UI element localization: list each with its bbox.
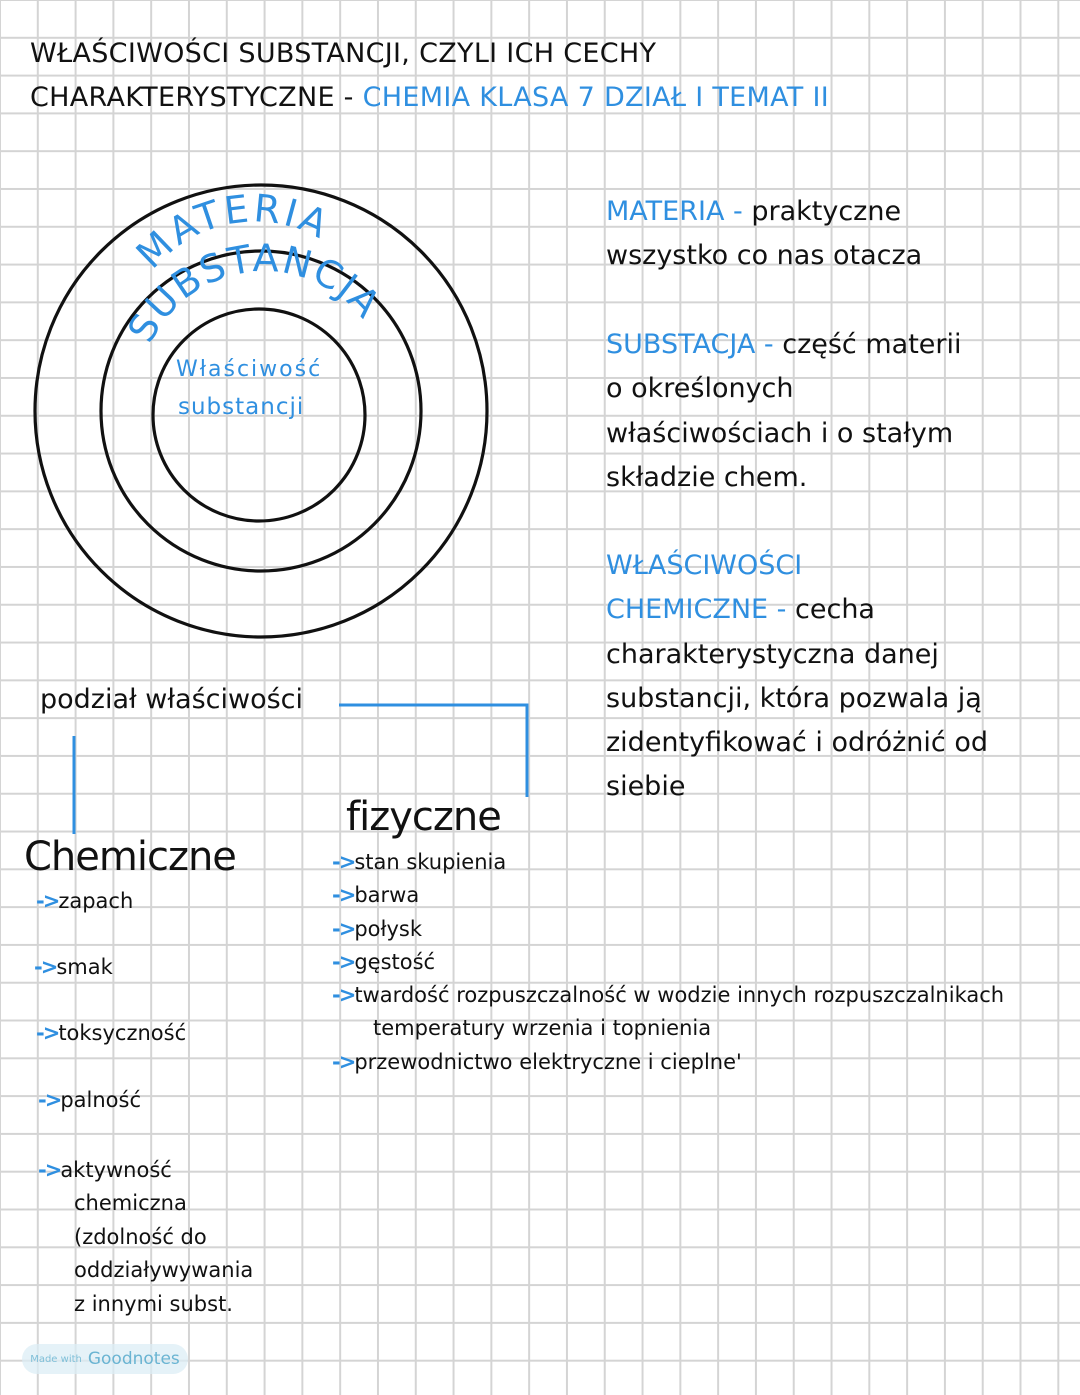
definition-text: cecha bbox=[795, 594, 875, 626]
inner-label-line-1: Właściwość bbox=[176, 357, 323, 382]
arrow-icon: -> bbox=[332, 1049, 355, 1074]
term-materia: MATERIA bbox=[606, 196, 725, 227]
item-text: palność bbox=[60, 1088, 141, 1112]
arrow-icon: -> bbox=[38, 1088, 61, 1112]
badge-made-with: Made with bbox=[30, 1353, 82, 1365]
definition-text: część materii bbox=[782, 329, 962, 360]
item-text: (zdolność do bbox=[74, 1224, 207, 1249]
definition-wlasciwosci-chemiczne bbox=[606, 544, 1066, 810]
badge-brand: Goodnotes bbox=[87, 1349, 180, 1369]
physical-list bbox=[332, 846, 1004, 1079]
arrow-icon: -> bbox=[332, 883, 355, 908]
item-text: aktywność bbox=[60, 1158, 172, 1182]
chemical-item-activity bbox=[38, 1154, 253, 1321]
arrow-icon: -> bbox=[34, 955, 57, 979]
page-title-line-1: WŁAŚCIWOŚCI SUBSTANCJI, CZYLI ICH CECHY bbox=[30, 38, 657, 69]
physical-item bbox=[332, 879, 1004, 912]
title-charakterystyczne: CHARAKTERYSTYCZNE - bbox=[30, 82, 363, 113]
definition-text: składzie chem. bbox=[606, 461, 808, 493]
definition-text: charakterystyczna danej bbox=[606, 638, 939, 670]
physical-item bbox=[332, 913, 1004, 946]
definition-text: zidentyfikować i odróżnić od bbox=[606, 727, 988, 759]
arrow-icon: -> bbox=[332, 949, 355, 974]
chemical-item bbox=[34, 955, 113, 979]
physical-item bbox=[332, 946, 1004, 979]
definition-substancja bbox=[606, 323, 1066, 500]
term-wlasciwosci: WŁAŚCIWOŚCI bbox=[606, 550, 803, 581]
chemical-heading: Chemiczne bbox=[24, 834, 236, 880]
arrow-icon: -> bbox=[332, 850, 355, 874]
inner-label-line-2: substancji bbox=[178, 394, 305, 420]
item-text: oddziaływywania bbox=[74, 1258, 254, 1283]
title-subject: CHEMIA KLASA 7 DZIAŁ I TEMAT II bbox=[362, 82, 829, 113]
term-separator: - bbox=[724, 196, 752, 227]
item-text: twardość rozpuszczalność w wodzie innych rozpuszczalnikach bbox=[354, 983, 1005, 1008]
definition-text: praktyczne bbox=[751, 196, 902, 227]
item-text: toksyczność bbox=[58, 1021, 187, 1045]
item-text: z innymi subst. bbox=[74, 1291, 233, 1316]
item-text: barwa bbox=[354, 883, 420, 908]
arrow-icon: -> bbox=[36, 1021, 59, 1045]
arrow-icon: -> bbox=[38, 1158, 61, 1182]
physical-item bbox=[332, 1046, 1004, 1079]
physical-heading: fizyczne bbox=[346, 794, 501, 840]
chemical-item bbox=[36, 1021, 186, 1045]
goodnotes-badge bbox=[22, 1344, 188, 1374]
item-text: chemiczna bbox=[74, 1191, 187, 1216]
chemical-item bbox=[36, 889, 133, 913]
term-separator: - bbox=[768, 594, 796, 626]
term-chemiczne: CHEMICZNE bbox=[606, 594, 769, 626]
physical-item bbox=[332, 846, 1004, 879]
item-text: przewodnictwo elektryczne i cieplne' bbox=[354, 1049, 742, 1074]
physical-item: temperatury wrzenia i topnienia bbox=[373, 1016, 712, 1041]
item-text: zapach bbox=[58, 889, 134, 913]
item-text: smak bbox=[56, 955, 113, 979]
item-text: stan skupienia bbox=[354, 850, 507, 874]
definition-text: wszystko co nas otacza bbox=[606, 240, 923, 272]
arrow-icon: -> bbox=[332, 916, 355, 941]
substancja-arc-label: SUBSTANCJA bbox=[119, 236, 391, 350]
materia-arc-label: MATERIA bbox=[127, 185, 338, 277]
arrow-icon: -> bbox=[332, 983, 355, 1008]
item-text: połysk bbox=[354, 916, 422, 941]
term-separator: - bbox=[755, 329, 783, 360]
division-connector-lines bbox=[0, 0, 560, 860]
chemical-item bbox=[38, 1088, 141, 1112]
definition-text: substancji, która pozwala ją bbox=[606, 682, 982, 714]
definition-text: właściwościach i o stałym bbox=[606, 417, 954, 449]
definition-text: siebie bbox=[606, 771, 686, 803]
definition-materia bbox=[606, 190, 1066, 279]
definition-text: o określonych bbox=[606, 373, 794, 405]
physical-item bbox=[332, 979, 1004, 1012]
term-substacja: SUBSTACJA bbox=[606, 329, 756, 360]
item-text: gęstość bbox=[354, 949, 436, 974]
division-label: podział właściwości bbox=[40, 684, 303, 715]
arrow-icon: -> bbox=[36, 889, 59, 913]
